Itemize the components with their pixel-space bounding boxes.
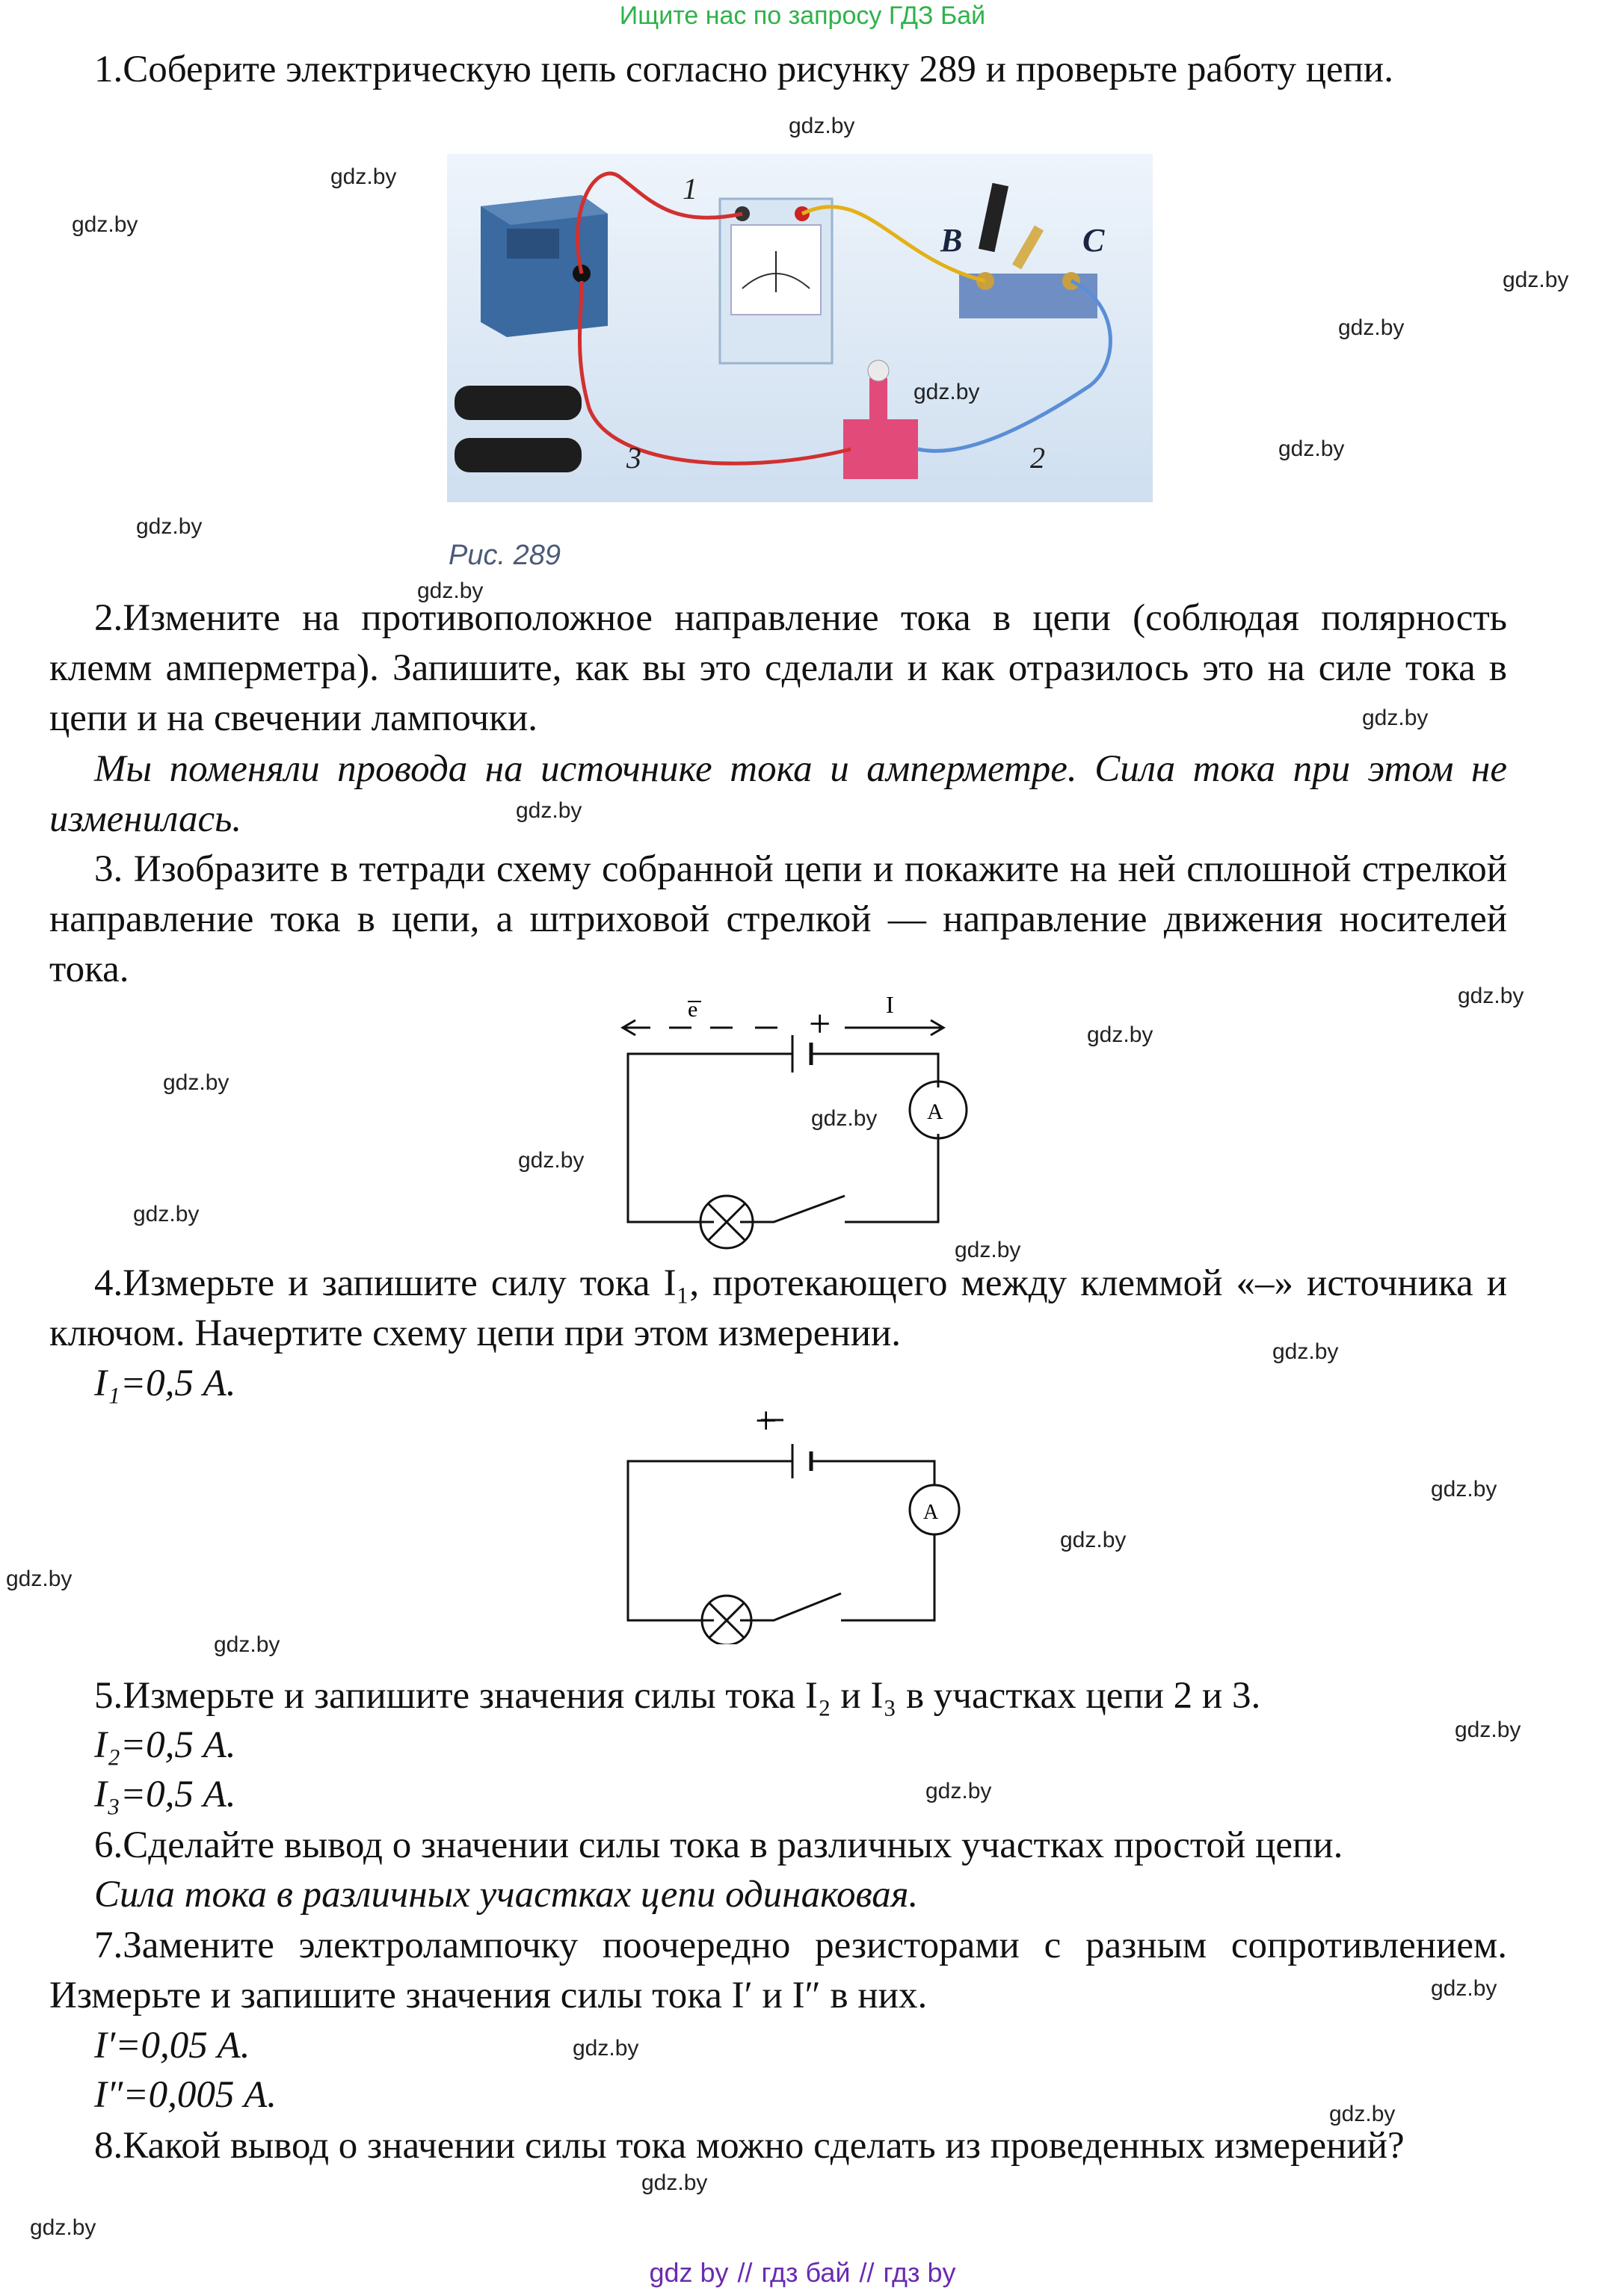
- watermark: gdz.by: [417, 578, 484, 603]
- footer-link[interactable]: гдз by: [883, 2257, 956, 2288]
- watermark: gdz.by: [955, 1238, 1021, 1262]
- circuit-photo: [447, 154, 1153, 502]
- watermark: gdz.by: [1458, 984, 1524, 1008]
- watermark: gdz.by: [516, 798, 582, 823]
- watermark: gdz.by: [914, 380, 980, 404]
- watermark: gdz.by: [214, 1632, 280, 1657]
- photo-label-2: 2: [1030, 441, 1045, 475]
- watermark: gdz.by: [811, 1106, 878, 1131]
- question-4: 4.Измерьте и запишите силу тока I₁, протекающего между клеммой «–» источника и ключом. Начертите схему цепи при этом измерении.: [49, 1262, 1507, 1354]
- watermark: gdz.by: [133, 1202, 200, 1226]
- answer-4: I₁=0,5 А.: [94, 1363, 236, 1404]
- watermark: gdz.by: [1329, 2102, 1396, 2126]
- watermark: gdz.by: [136, 514, 203, 539]
- watermark: gdz.by: [1431, 1477, 1497, 1502]
- question-7: 7.Замените электролампочку поочередно резисторами с разным сопротивлением. Измерьте и запишите значения силы тока I′ и I″ в них.: [49, 1925, 1507, 2016]
- circuit-diagram-3: [620, 990, 994, 1259]
- watermark: gdz.by: [573, 2036, 639, 2061]
- footer-link[interactable]: гдз бай: [761, 2257, 851, 2288]
- watermark: gdz.by: [1503, 268, 1569, 292]
- footer-links[interactable]: [0, 2257, 1605, 2289]
- current-label: I: [886, 991, 894, 1018]
- question-8: 8.Какой вывод о значении силы тока можно сделать из проведенных измерений?: [94, 2125, 1405, 2167]
- figure-caption: Рис. 289: [449, 540, 561, 571]
- footer-separator: //: [859, 2257, 875, 2288]
- footer-separator: //: [737, 2257, 753, 2288]
- watermark: gdz.by: [330, 164, 397, 189]
- watermark: gdz.by: [6, 1567, 73, 1591]
- watermark: gdz.by: [30, 2215, 96, 2240]
- ammeter-label-4: A: [923, 1501, 939, 1524]
- photo-label-1: 1: [683, 172, 697, 206]
- watermark: gdz.by: [789, 114, 855, 138]
- plus-sign: +: [809, 1003, 831, 1046]
- watermark: gdz.by: [1278, 436, 1345, 461]
- question-2: 2.Измените на противоположное направление тока в цепи (соблюдая полярность клемм амперметра). Запишите, как вы это сделали и как отразилось это на силе тока в цепи и на свечении лампочки.: [49, 597, 1507, 739]
- answer-6: Сила тока в различных участках цепи одинаковая.: [94, 1874, 919, 1916]
- watermark: gdz.by: [1362, 706, 1429, 730]
- electron-label: e: [688, 997, 698, 1022]
- watermark: gdz.by: [1431, 1976, 1497, 2001]
- answer-5-i3: I₃=0,5 А.: [94, 1774, 236, 1815]
- watermark: gdz.by: [1087, 1022, 1153, 1047]
- question-5: 5.Измерьте и запишите значения силы тока I₂ и I₃ в участках цепи 2 и 3.: [94, 1675, 1261, 1717]
- question-3: 3. Изобразите в тетради схему собранной цепи и покажите на ней сплошной стрелкой направление тока в цепи, а штриховой стрелкой — направление движения носителей тока.: [49, 848, 1507, 990]
- answer-7-i2: I″=0,005 А.: [94, 2074, 277, 2116]
- question-6: 6.Сделайте вывод о значении силы тока в различных участках простой цепи.: [94, 1824, 1343, 1866]
- watermark: gdz.by: [163, 1070, 229, 1095]
- photo-label-c: C: [1082, 222, 1105, 259]
- footer-link[interactable]: gdz by: [649, 2257, 729, 2288]
- search-banner[interactable]: Ищите нас по запросу ГДЗ Бай: [619, 1, 986, 30]
- watermark: gdz.by: [1338, 315, 1405, 340]
- answer-2: Мы поменяли провода на источнике тока и амперметре. Сила тока при этом не изменилась.: [49, 748, 1507, 840]
- watermark: gdz.by: [1455, 1718, 1521, 1742]
- photo-label-3: 3: [626, 441, 641, 475]
- question-1: 1.Соберите электрическую цепь согласно рисунку 289 и проверьте работу цепи.: [94, 49, 1393, 90]
- ammeter-label: A: [927, 1099, 943, 1124]
- watermark: gdz.by: [641, 2170, 708, 2195]
- answer-5-i2: I₂=0,5 А.: [94, 1724, 236, 1766]
- watermark: gdz.by: [1060, 1528, 1127, 1552]
- watermark: gdz.by: [925, 1779, 992, 1803]
- watermark: gdz.by: [1272, 1339, 1339, 1364]
- watermark: gdz.by: [518, 1148, 585, 1173]
- plus-sign-4: +: [755, 1400, 777, 1442]
- answer-7-i1: I′=0,05 А.: [94, 2025, 250, 2067]
- watermark: gdz.by: [72, 212, 138, 237]
- circuit-diagram-4: [620, 1398, 979, 1644]
- photo-label-b: B: [940, 222, 963, 259]
